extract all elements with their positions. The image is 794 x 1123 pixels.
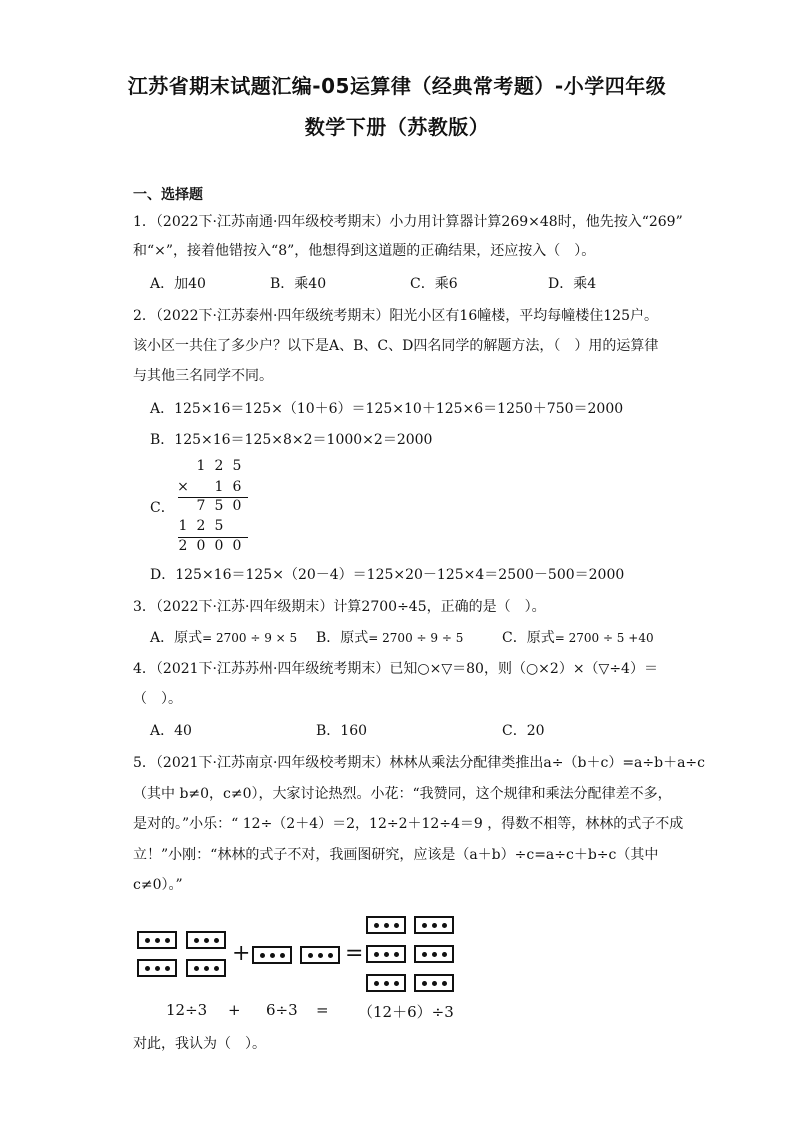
q2-option-d[interactable]: D．125×16＝125×（20－4）＝125×20－125×4＝2500－500＝2000	[150, 567, 625, 583]
vm-digit: 5	[214, 518, 224, 534]
caption-equals: =	[316, 1001, 329, 1019]
q1-option-d[interactable]: D．乘4	[548, 276, 597, 292]
q3-option-b[interactable]	[316, 629, 463, 647]
dot-box	[186, 959, 226, 977]
vm-digit: 6	[232, 479, 242, 495]
q2-line3: 与其他三名同学不同。	[133, 368, 273, 384]
q5-line4: 立！”小刚：“林林的式子不对，我画图研究，应该是（a＋b）÷c=a÷c＋b÷c（其中	[133, 847, 659, 863]
dot-box	[252, 946, 292, 964]
caption-6-div-3: 6÷3	[266, 1001, 298, 1019]
q1-line1: 1．（2022下·江苏南通·四年级校考期末）小力用计算器计算269×48时，他先按入“269”	[133, 214, 683, 230]
vm-digit: 2	[178, 538, 188, 554]
vm-digit: 2	[214, 458, 224, 474]
vm-digit: 5	[232, 458, 242, 474]
dot-box	[300, 946, 340, 964]
caption-sum-div-3: （12＋6）÷3	[358, 1003, 454, 1021]
vm-digit: 1	[196, 458, 206, 474]
q4-line1: 4．（2021下·江苏苏州·四年级统考期末）已知○×▽＝80，则（○×2）×（▽÷4）＝	[133, 661, 658, 677]
dot-box	[366, 945, 406, 963]
dot-box	[137, 931, 177, 949]
q4-line2: （ ）。	[133, 691, 182, 707]
q3-option-b-label: B．原式	[316, 630, 369, 646]
vm-times-sign: ×	[177, 479, 189, 495]
q3-option-c-label: C．原式	[502, 630, 555, 646]
vm-digit: 0	[232, 538, 242, 554]
vm-digit: 1	[178, 518, 188, 534]
q3-option-a-expr: = 2700 ÷ 9 × 5	[202, 631, 298, 645]
q1-option-a[interactable]: A．加40	[150, 276, 206, 292]
q1-line2: 和“×”，接着他错按入“8”，他想得到这道题的正确结果，还应按入（ ）。	[133, 243, 596, 259]
dot-box	[186, 931, 226, 949]
vm-digit: 5	[214, 498, 224, 514]
q3-option-b-expr: = 2700 ÷ 9 ÷ 5	[368, 631, 464, 645]
q3-option-c-expr: = 2700 ÷ 5 +40	[554, 631, 654, 645]
vm-digit: 0	[232, 498, 242, 514]
vm-digit: 0	[196, 538, 206, 554]
q5-last-line: 对此，我认为（ ）。	[133, 1036, 266, 1052]
caption-12-div-3: 12÷3	[166, 1001, 208, 1019]
q3-line1: 3．（2022下·江苏·四年级期末）计算2700÷45，正确的是（ ）。	[133, 599, 546, 615]
q3-option-c[interactable]	[502, 629, 654, 647]
q4-option-c[interactable]: C．20	[502, 723, 545, 739]
dot-box	[414, 916, 454, 934]
q3-option-a-label: A．原式	[150, 630, 203, 646]
q5-line1: 5．（2021下·江苏南京·四年级校考期末）林林从乘法分配律类推出a÷（b＋c）=a÷b＋a÷c	[133, 755, 706, 771]
q1-option-b[interactable]: B．乘40	[270, 276, 327, 292]
q4-option-a[interactable]: A．40	[150, 723, 192, 739]
vm-digit: 0	[214, 538, 224, 554]
q2-option-b[interactable]: B．125×16＝125×8×2＝1000×2＝2000	[150, 432, 433, 448]
equals-sign: =	[345, 941, 364, 966]
q1-option-c[interactable]: C．乘6	[410, 276, 458, 292]
dot-box	[414, 974, 454, 992]
q5-line3: 是对的。”小乐：“ 12÷（2＋4）＝2，12÷2＋12÷4＝9 ，得数不相等，林林的式子不成	[133, 816, 684, 832]
q2-line1: 2．（2022下·江苏泰州·四年级统考期末）阳光小区有16幢楼，平均每幢楼住125户。	[133, 308, 658, 324]
q2-line2: 该小区一共住了多少户？以下是A、B、C、D四名同学的解题方法，（ ）用的运算律	[133, 338, 659, 354]
section-heading: 一、选择题	[133, 187, 203, 203]
page-title-line2: 数学下册（苏教版）	[304, 115, 490, 139]
vm-digit: 7	[196, 498, 206, 514]
q5-line5: c≠0）。”	[133, 877, 183, 893]
q3-option-a[interactable]	[150, 629, 297, 647]
dot-box	[137, 959, 177, 977]
caption-plus: +	[228, 1001, 241, 1019]
q5-line2: （其中 b≠0，c≠0），大家讨论热烈。小花：“我赞同，这个规律和乘法分配律差不多，	[133, 786, 672, 802]
vm-digit: 2	[196, 518, 206, 534]
vm-digit: 1	[214, 479, 224, 495]
dot-box	[366, 916, 406, 934]
q2-option-c-label[interactable]: C．	[150, 500, 175, 516]
plus-sign: +	[232, 941, 251, 966]
q4-option-b[interactable]: B．160	[316, 723, 368, 739]
q2-option-a[interactable]: A．125×16＝125×（10＋6）＝125×10＋125×6＝1250＋750＝2000	[150, 401, 624, 417]
dot-box	[366, 974, 406, 992]
dot-box	[414, 945, 454, 963]
page-title-line1: 江苏省期末试题汇编-05运算律（经典常考题）-小学四年级	[127, 74, 667, 98]
